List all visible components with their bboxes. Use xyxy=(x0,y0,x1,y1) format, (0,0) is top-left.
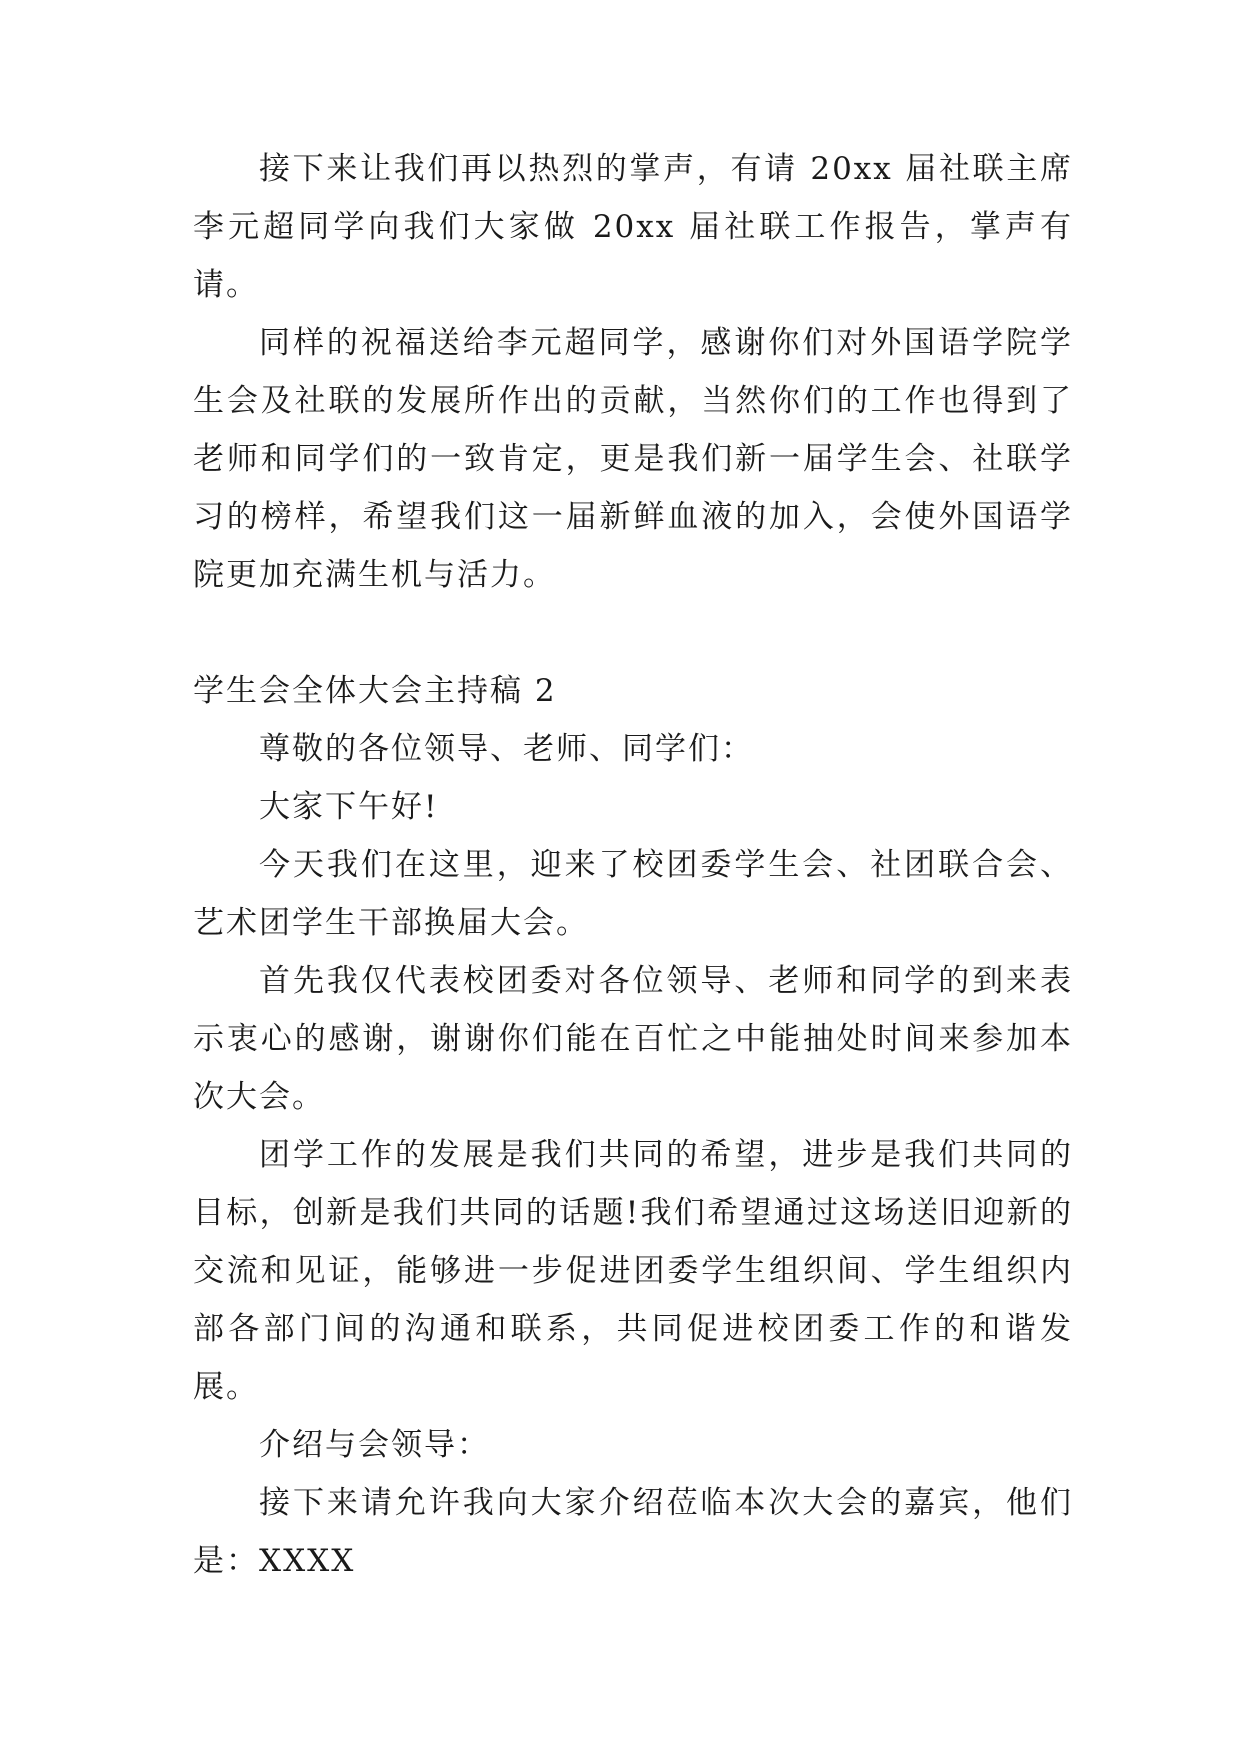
paragraph-thanks: 首先我仅代表校团委对各位领导、老师和同学的到来表示衷心的感谢，谢谢你们能在百忙之中能抽处时间来参加本次大会。 xyxy=(193,963,1073,1115)
paragraph-guests: 接下来请允许我向大家介绍莅临本次大会的嘉宾，他们是：XXXX xyxy=(193,1485,1073,1579)
document-body xyxy=(193,140,1073,1590)
paragraph-salutation: 尊敬的各位领导、老师、同学们： xyxy=(259,731,754,767)
paragraph-occasion: 今天我们在这里，迎来了校团委学生会、社团联合会、艺术团学生干部换届大会。 xyxy=(193,847,1073,941)
paragraph-applause-report: 接下来让我们再以热烈的掌声，有请 20xx 届社联主席李元超同学向我们大家做 20xx 届社联工作报告，掌声有请。 xyxy=(193,151,1073,303)
paragraph-hopes: 团学工作的发展是我们共同的希望，进步是我们共同的目标，创新是我们共同的话题!我们希望通过这场送旧迎新的交流和见证，能够进一步促进团委学生组织间、学生组织内部各部门间的沟通和联系，共同促进校团委工作的和谐发展。 xyxy=(193,1137,1073,1405)
paragraph-gap xyxy=(193,604,1073,662)
section-title: 学生会全体大会主持稿 2 xyxy=(193,673,557,709)
paragraph-greeting: 大家下午好! xyxy=(259,789,439,825)
paragraph-introduce-leaders: 介绍与会领导： xyxy=(259,1427,490,1463)
paragraph-blessing: 同样的祝福送给李元超同学，感谢你们对外国语学院学生会及社联的发展所作出的贡献，当然你们的工作也得到了老师和同学们的一致肯定，更是我们新一届学生会、社联学习的榜样，希望我们这一届新鲜血液的加入，会使外国语学院更加充满生机与活力。 xyxy=(193,325,1073,593)
